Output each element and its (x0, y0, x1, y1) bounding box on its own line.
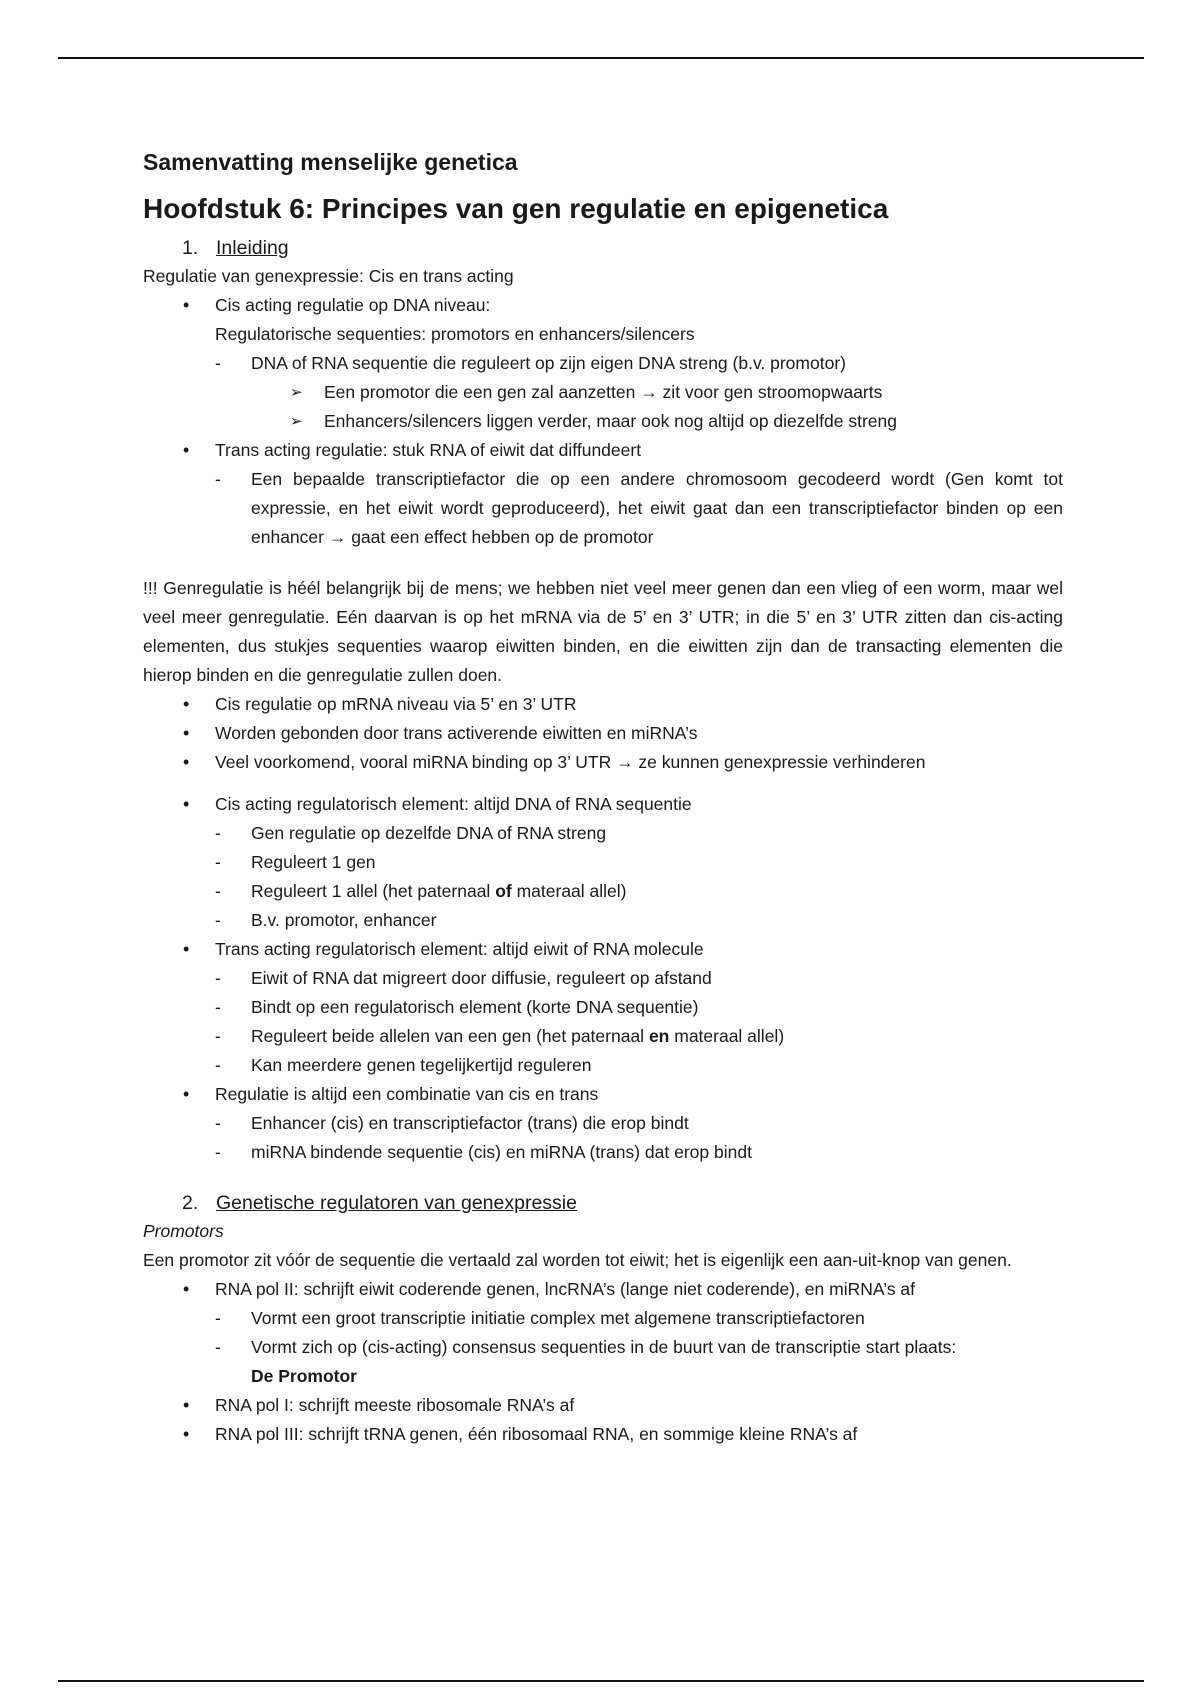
bullet-marker (183, 1080, 189, 1109)
dash-item (143, 877, 1063, 906)
bullet-marker (183, 291, 189, 320)
bullet-item (143, 690, 1063, 719)
bullet-continuation: Regulatorische sequenties: promotors en enhancers/silencers (215, 324, 695, 344)
bullet-item (143, 291, 1063, 320)
dash-item (143, 848, 1063, 877)
spacer (143, 552, 1063, 574)
bullet-marker (183, 790, 189, 819)
document-title: Samenvatting menselijke genetica (143, 149, 518, 175)
bullet-item (143, 719, 1063, 748)
dash-marker: - (215, 469, 221, 489)
dash-marker: - (215, 1337, 221, 1357)
section-title: Genetische regulatoren van genexpressie (216, 1192, 577, 1214)
dash-item (143, 1333, 1063, 1391)
dash-marker: - (215, 910, 221, 930)
dash-text: Bindt op een regulatorisch element (korte DNA sequentie) (251, 997, 699, 1017)
intro-line: Regulatie van genexpressie: Cis en trans acting (143, 266, 514, 286)
bullet-marker (183, 436, 189, 465)
section-title: Inleiding (216, 237, 289, 259)
dash-text: Vormt een groot transcriptie initiatie complex met algemene transcriptiefactoren (251, 1308, 865, 1328)
header-rule (58, 57, 1144, 59)
arrow-item (143, 407, 1063, 436)
arrow-text: Een promotor die een gen zal aanzetten → zit voor gen stroomopwaarts (324, 382, 883, 402)
bullet-text: Cis acting regulatie op DNA niveau: (215, 295, 491, 315)
dash-marker: - (215, 1142, 221, 1162)
dash-item (143, 1051, 1063, 1080)
dash-text: Reguleert 1 allel (het paternaal (251, 881, 496, 901)
dash-text: Kan meerdere genen tegelijkertijd reguleren (251, 1055, 592, 1075)
footer-rule (58, 1680, 1144, 1682)
bold-word: De Promotor (251, 1366, 357, 1386)
subsection-title: Promotors (143, 1221, 224, 1241)
dash-item (143, 819, 1063, 848)
dash-text: DNA of RNA sequentie die reguleert op zijn eigen DNA streng (b.v. promotor) (251, 353, 846, 373)
dash-marker: - (215, 968, 221, 988)
bullet-item (143, 935, 1063, 964)
paragraph: !!! Genregulatie is héél belangrijk bij de mens; we hebben niet veel meer genen dan een vlieg of een worm, maar wel veel meer genregulatie. Eén daarvan is op het mRNA via de 5’ en 3’ UTR; in die 5’ en 3’ UTR zitten dan cis-acting elementen, dus stukjes sequenties waarop eiwitten binden, en die eiwitten zijn dan de transacting elementen die hierop binden en die genregulatie zullen doen. (143, 578, 1063, 685)
bullet-text: Regulatie is altijd een combinatie van cis en trans (215, 1084, 599, 1104)
dash-marker: - (215, 1308, 221, 1328)
dash-item (143, 1109, 1063, 1138)
bullet-text: Veel voorkomend, vooral miRNA binding op 3’ UTR → ze kunnen genexpressie verhinderen (215, 752, 926, 772)
bold-word: en (648, 1026, 670, 1046)
dash-text: Reguleert beide allelen van een gen (het paternaal (251, 1026, 649, 1046)
spacer (143, 777, 1063, 790)
bullet-item (143, 790, 1063, 819)
bullet-marker (183, 935, 189, 964)
dash-item (143, 349, 1063, 378)
document-body (143, 140, 1063, 1449)
bullet-text: RNA pol II: schrijft eiwit coderende genen, lncRNA’s (lange niet coderende), en miRNA’s af (215, 1279, 916, 1299)
dash-item (143, 906, 1063, 935)
bullet-text: Worden gebonden door trans activerende eiwitten en miRNA’s (215, 723, 698, 743)
dash-text: B.v. promotor, enhancer (251, 910, 437, 930)
dash-marker: - (215, 823, 221, 843)
bullet-text: Trans acting regulatie: stuk RNA of eiwit dat diffundeert (215, 440, 642, 460)
bullet-text: Cis regulatie op mRNA niveau via 5’ en 3’ UTR (215, 694, 577, 714)
dash-marker: - (215, 1026, 221, 1046)
bullet-marker (183, 1391, 189, 1420)
dash-item (143, 1304, 1063, 1333)
section-number: 1. (182, 237, 199, 259)
dash-marker: - (215, 353, 221, 373)
bullet-marker (183, 1420, 189, 1449)
dash-marker: - (215, 881, 221, 901)
dash-item (143, 964, 1063, 993)
chapter-title: Hoofdstuk 6: Principes van gen regulatie en epigenetica (143, 193, 889, 224)
section-1-heading (143, 234, 1063, 262)
dash-marker: - (215, 1055, 221, 1075)
dash-item (143, 1138, 1063, 1167)
spacer (143, 1167, 1063, 1189)
arrow-marker: ➢ (290, 384, 303, 401)
dash-text: Vormt zich op (cis-acting) consensus sequenties in de buurt van de transcriptie start plaats: (251, 1337, 957, 1357)
bullet-item (143, 1275, 1063, 1304)
arrow-text: Enhancers/silencers liggen verder, maar ook nog altijd op diezelfde streng (324, 411, 897, 431)
dash-marker: - (215, 997, 221, 1017)
bullet-text: Trans acting regulatorisch element: altijd eiwit of RNA molecule (215, 939, 704, 959)
dash-text: materaal allel) (669, 1026, 785, 1046)
dash-text: Enhancer (cis) en transcriptiefactor (trans) die erop bindt (251, 1113, 689, 1133)
bullet-text: RNA pol I: schrijft meeste ribosomale RNA’s af (215, 1395, 575, 1415)
dash-text: Gen regulatie op dezelfde DNA of RNA streng (251, 823, 607, 843)
arrow-marker: ➢ (290, 413, 303, 430)
section-2-heading (143, 1189, 1063, 1217)
bullet-marker (183, 1275, 189, 1304)
section-number: 2. (182, 1192, 199, 1214)
bullet-marker (183, 690, 189, 719)
bullet-marker (183, 719, 189, 748)
bullet-item (143, 1391, 1063, 1420)
bullet-text: Cis acting regulatorisch element: altijd DNA of RNA sequentie (215, 794, 692, 814)
bold-word: of (495, 881, 512, 901)
bullet-item (143, 436, 1063, 465)
dash-item (143, 1022, 1063, 1051)
paragraph: Een promotor zit vóór de sequentie die vertaald zal worden tot eiwit; het is eigenlijk een aan-uit-knop van genen. (143, 1250, 1012, 1270)
dash-text: Een bepaalde transcriptiefactor die op een andere chromosoom gecodeerd wordt (Gen komt tot expressie, en het eiwit wordt geproduceerd), het eiwit gaat dan een transcriptiefactor binden op een enhancer → gaat een effect hebben op de promotor (251, 469, 1063, 547)
dash-text: Eiwit of RNA dat migreert door diffusie, reguleert op afstand (251, 968, 712, 988)
bullet-text: RNA pol III: schrijft tRNA genen, één ribosomaal RNA, en sommige kleine RNA’s af (215, 1424, 858, 1444)
bullet-item (143, 1080, 1063, 1109)
dash-item (143, 993, 1063, 1022)
dash-text: miRNA bindende sequentie (cis) en miRNA (trans) dat erop bindt (251, 1142, 752, 1162)
dash-text: Reguleert 1 gen (251, 852, 376, 872)
bullet-marker (183, 748, 189, 777)
arrow-item (143, 378, 1063, 407)
dash-marker: - (215, 852, 221, 872)
dash-text: materaal allel) (511, 881, 627, 901)
dash-item (143, 465, 1063, 552)
bullet-item (143, 1420, 1063, 1449)
dash-marker: - (215, 1113, 221, 1133)
bullet-item (143, 748, 1063, 777)
